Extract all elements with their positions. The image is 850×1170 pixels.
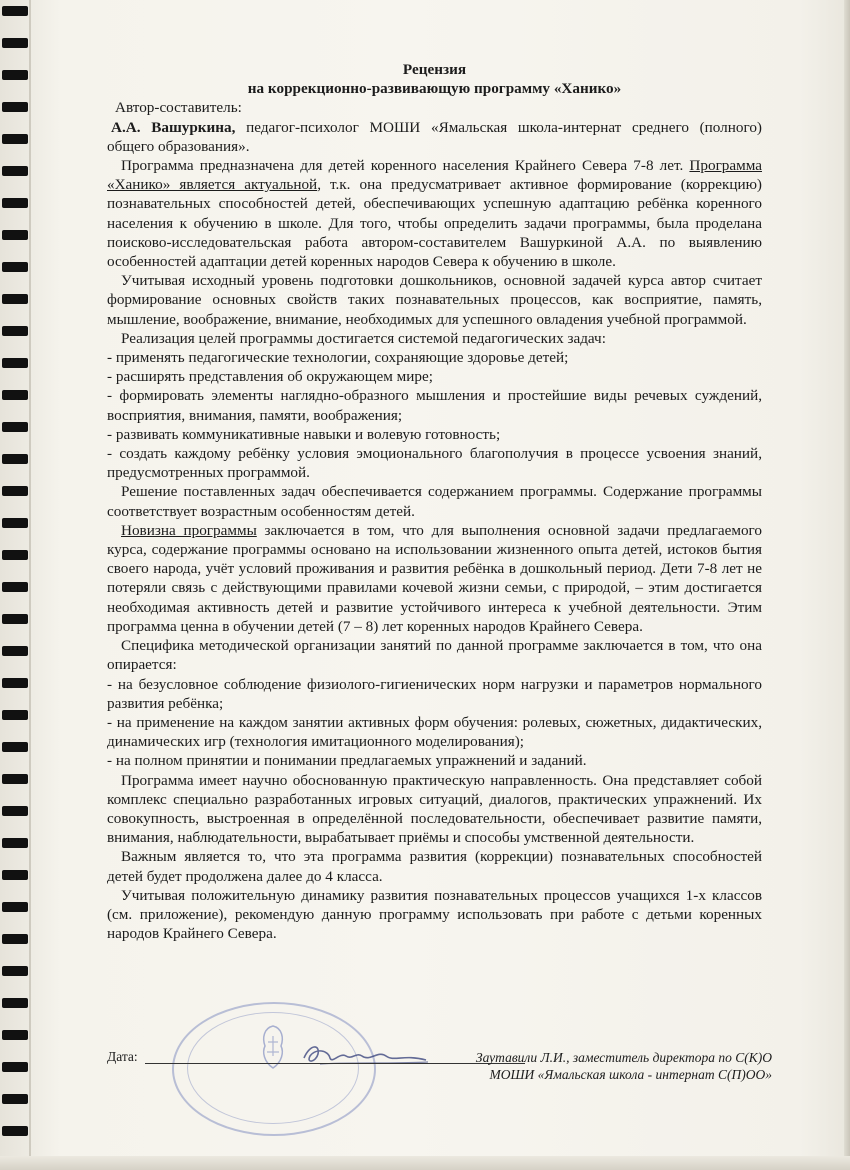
specifics-item: - на применение на каждом занятии активных форм обучения: ролевых, сюжетных, дидактических, динамических игр (технология имитационного моделирования); xyxy=(107,713,762,751)
binding-ring xyxy=(2,614,28,624)
novelty-rest: заключается в том, что для выполнения основной задачи предлагаемого курса, содержание программы основано на использовании жизненного опыта детей, истоков бытия своего народа, учёт условий проживания и развития ребёнка в дошкольный период. Дети 7-8 лет не потеряли связь с действующими правилами кочевой жизни семьи, с природой, – этим достигается необходимая активность детей и развитие устойчивого интереса к учебной деятельности. Этим программа ценна в обучении детей (7 – 8) лет коренных народов Крайнего Севера. xyxy=(107,521,762,635)
binding-ring xyxy=(2,998,28,1008)
task-item: - расширять представления об окружающем мире; xyxy=(107,368,433,386)
binding-ring xyxy=(2,774,28,784)
paragraph-relevance xyxy=(107,156,762,271)
paragraph-recommendation: Учитывая положительную динамику развития познавательных процессов учащихся 1-х классов (см. приложение), рекомендую данную программу использовать при работе с детьми коренных народов Крайнего Севера. xyxy=(107,886,762,943)
binding-ring xyxy=(2,1062,28,1072)
binding-ring xyxy=(2,742,28,752)
task-item: - развивать коммуникативные навыки и волевую готовность; xyxy=(107,425,501,443)
signer-line-2: МОШИ «Ямальская школа - интернат С(П)ОО» xyxy=(489,1067,772,1082)
task-item: - применять педагогические технологии, сохраняющие здоровье детей; xyxy=(107,349,569,367)
specifics-item: - на полном принятии и понимании предлагаемых упражнений и заданий. xyxy=(107,752,587,770)
paragraph-content: Решение поставленных задач обеспечивается содержанием программы. Содержание программы соответствует возрастным особенностям детей. xyxy=(107,483,762,520)
author-label: Автор-составитель: xyxy=(115,99,242,117)
binding-ring xyxy=(2,454,28,464)
binding-ring xyxy=(2,390,28,400)
task-item: - создать каждому ребёнку условия эмоционального благополучия в процессе усвоения знаний, предусмотренных программой. xyxy=(107,445,762,482)
specifics-list xyxy=(107,675,762,771)
binding-ring xyxy=(2,134,28,144)
author-details: педагог-психолог МОШИ «Ямальская школа-интернат среднего (полного) общего образования». xyxy=(107,118,762,155)
document-title: Рецензия xyxy=(402,61,467,78)
signer-info xyxy=(427,1049,772,1083)
binding-ring xyxy=(2,646,28,656)
binding-ring xyxy=(2,1126,28,1136)
binding-ring xyxy=(2,326,28,336)
author-paragraph xyxy=(107,118,762,156)
document-subtitle: на коррекционно-развивающую программу «Ханико» xyxy=(247,80,622,98)
specifics-item: - на безусловное соблюдение физиолого-гигиенических норм нагрузки и параметров нормального развития ребёнка; xyxy=(107,675,762,712)
task-list xyxy=(107,348,762,482)
binding-ring xyxy=(2,294,28,304)
binding-ring xyxy=(2,422,28,432)
binding-ring xyxy=(2,358,28,368)
binding-ring xyxy=(2,582,28,592)
paragraph-continuation: Важным является то, что эта программа развития (коррекции) познавательных способностей детей будет продолжена далее до 4 класса. xyxy=(107,848,762,885)
page-edge-right xyxy=(844,0,850,1170)
binding-ring xyxy=(2,518,28,528)
binding-ring xyxy=(2,806,28,816)
binding-ring xyxy=(2,1030,28,1040)
binding-ring xyxy=(2,486,28,496)
date-label: Дата: xyxy=(107,1049,138,1064)
paragraph-specifics: Специфика методической организации занятий по данной программе заключается в том, что она опирается: xyxy=(107,637,762,674)
binding-ring xyxy=(2,1094,28,1104)
binding-ring xyxy=(2,70,28,80)
binding-ring xyxy=(2,678,28,688)
binding-ring xyxy=(2,870,28,880)
paragraph-novelty xyxy=(107,521,762,636)
binding-ring xyxy=(2,934,28,944)
binding-ring xyxy=(2,166,28,176)
binding-ring xyxy=(2,38,28,48)
binding-ring xyxy=(2,710,28,720)
paragraph-goals: Реализация целей программы достигается системой педагогических задач: xyxy=(121,329,606,347)
binding-ring xyxy=(2,262,28,272)
binding-ring xyxy=(2,230,28,240)
task-item: - формировать элементы наглядно-образного мышления и простейшие виды речевых суждений, восприятия, внимания, памяти, воображения; xyxy=(107,387,762,424)
spiral-binding xyxy=(0,0,32,1170)
binding-ring xyxy=(2,838,28,848)
relevance-underlined: Программа «Ханико» является актуальной xyxy=(107,157,762,194)
author-name: А.А. Вашуркина, xyxy=(111,118,236,136)
relevance-rest: , т.к. она предусматривает активное формирование (коррекцию) познавательных способностей детей, обеспечивающих успешную адаптацию ребёнка коренного населения к обучению в школе. Для того, чтобы определить задачи программы, была проделана поисково-исследовательская работа автором-составителем Вашуркиной А.А. по выявлению особенностей адаптации детей коренных народов Севера к обучению в школе. xyxy=(107,176,762,271)
signer-line-1: Заутавили Л.И., заместитель директора по С(К)О xyxy=(475,1050,772,1065)
paragraph-main-task: Учитывая исходный уровень подготовки дошкольников, основной задачей курса автор считает формирование основных свойств таких познавательных процессов, как восприятие, память, мышление, воображение, внимание, необходимых для успешного овладения учебной программой. xyxy=(107,272,762,328)
binding-spine xyxy=(29,0,31,1170)
binding-ring xyxy=(2,198,28,208)
binding-ring xyxy=(2,966,28,976)
novelty-underlined: Новизна программы xyxy=(121,521,257,539)
binding-ring xyxy=(2,102,28,112)
signature-block xyxy=(107,1049,772,1119)
paragraph-practical: Программа имеет научно обоснованную практическую направленность. Она представляет собой комплекс специально разработанных игровых ситуаций, диалогов, практических упражнений. Их совокупность, выстроенная в определённой последовательности, обеспечивает развитие памяти, внимания, наблюдательности, вырабатывает приёмы и способы умственной деятельности. xyxy=(107,771,762,847)
binding-ring xyxy=(2,902,28,912)
binding-ring xyxy=(2,6,28,16)
binding-ring xyxy=(2,550,28,560)
review-body xyxy=(107,60,762,943)
relevance-intro: Программа предназначена для детей коренного населения Крайнего Севера 7-8 лет. xyxy=(121,157,690,175)
page-edge-bottom xyxy=(0,1156,850,1170)
